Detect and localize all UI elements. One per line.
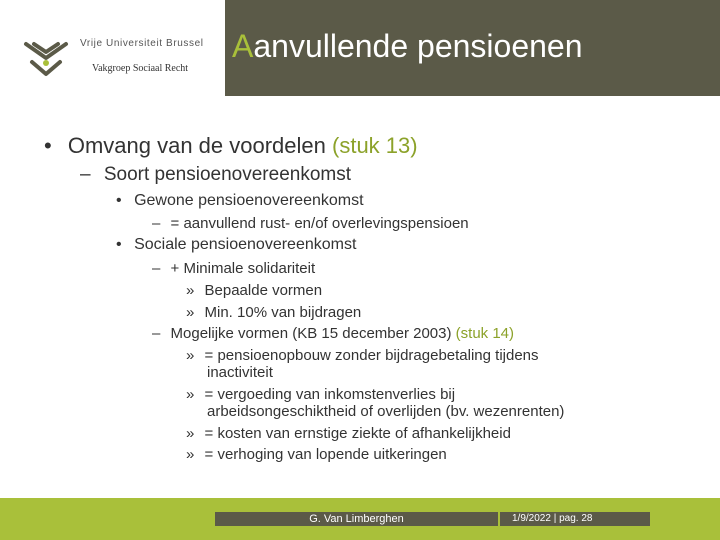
bullet-l4-mogelijke-vormen-ref: (stuk 14): [455, 325, 515, 342]
department-name: Vakgroep Sociaal Recht: [92, 63, 189, 74]
bullet-l1-ref: (stuk 13): [332, 133, 418, 158]
raquo-marker: »: [186, 386, 195, 403]
slide-title-rest: anvullende pensioenen: [253, 28, 583, 64]
bullet-l5-pensioenopbouw: [186, 347, 539, 364]
footer-date-page: 1/9/2022 | pag. 28: [500, 512, 650, 526]
bullet-l5-verhoging-text: = verhoging van lopende uitkeringen: [204, 446, 447, 463]
bullet-l4-solidariteit-text: + Minimale solidariteit: [170, 260, 316, 277]
bullet-l5-bepaalde-vormen: [186, 282, 322, 299]
bullet-l4-aanvullend: [152, 215, 469, 232]
dash-marker: –: [152, 215, 161, 232]
slide-title: [232, 30, 583, 62]
raquo-marker: »: [186, 304, 195, 321]
bullet-marker: •: [116, 192, 122, 209]
bullet-l4-mogelijke-vormen: [152, 325, 514, 342]
bullet-l5-vergoeding-text: = vergoeding van inkomstenverlies bij: [204, 386, 456, 403]
bullet-marker: •: [44, 133, 52, 158]
bullet-l5-kosten-text: = kosten van ernstige ziekte of afhankelijkheid: [204, 425, 511, 442]
bullet-l5-pensioenopbouw-cont: inactiviteit: [207, 364, 273, 381]
raquo-marker: »: [186, 282, 195, 299]
bullet-l5-vergoeding-cont: arbeidsongeschiktheid of overlijden (bv. wezenrenten): [207, 403, 565, 420]
bullet-l5-pensioenopbouw-text: = pensioenopbouw zonder bijdragebetaling tijdens: [204, 347, 539, 364]
dash-marker: –: [80, 164, 91, 185]
bullet-l4-aanvullend-text: = aanvullend rust- en/of overlevingspensioen: [170, 215, 469, 232]
bullet-l3-gewone: [116, 192, 364, 210]
bullet-l5-kosten: [186, 425, 511, 442]
bullet-l5-min-bijdragen-text: Min. 10% van bijdragen: [204, 304, 362, 321]
bullet-l5-vergoeding: [186, 386, 455, 403]
bullet-l1-text: Omvang van de voordelen: [67, 133, 332, 158]
bullet-l2: [80, 164, 351, 186]
raquo-marker: »: [186, 425, 195, 442]
dash-marker: –: [152, 260, 161, 277]
bullet-l1: [44, 133, 418, 158]
bullet-l3-sociale-text: Sociale pensioenovereenkomst: [134, 236, 357, 253]
bullet-marker: •: [116, 236, 122, 253]
bullet-l2-text: Soort pensioenovereenkomst: [103, 164, 352, 185]
footer-author: G. Van Limberghen: [215, 512, 498, 526]
bullet-l4-solidariteit: [152, 260, 315, 277]
bullet-l3-sociale: [116, 236, 356, 254]
slide-title-initial: A: [232, 28, 254, 64]
raquo-marker: »: [186, 347, 195, 364]
bullet-l5-verhoging: [186, 446, 447, 463]
bullet-l5-min-bijdragen: [186, 304, 361, 321]
vub-logo-icon: [22, 38, 70, 78]
logo-area: [0, 0, 225, 96]
university-name: Vrije Universiteit Brussel: [80, 38, 204, 49]
bullet-l5-bepaalde-vormen-text: Bepaalde vormen: [204, 282, 323, 299]
raquo-marker: »: [186, 446, 195, 463]
dash-marker: –: [152, 325, 161, 342]
bullet-l3-gewone-text: Gewone pensioenovereenkomst: [134, 192, 364, 209]
bullet-l4-mogelijke-vormen-text: Mogelijke vormen (KB 15 december 2003): [170, 325, 456, 342]
